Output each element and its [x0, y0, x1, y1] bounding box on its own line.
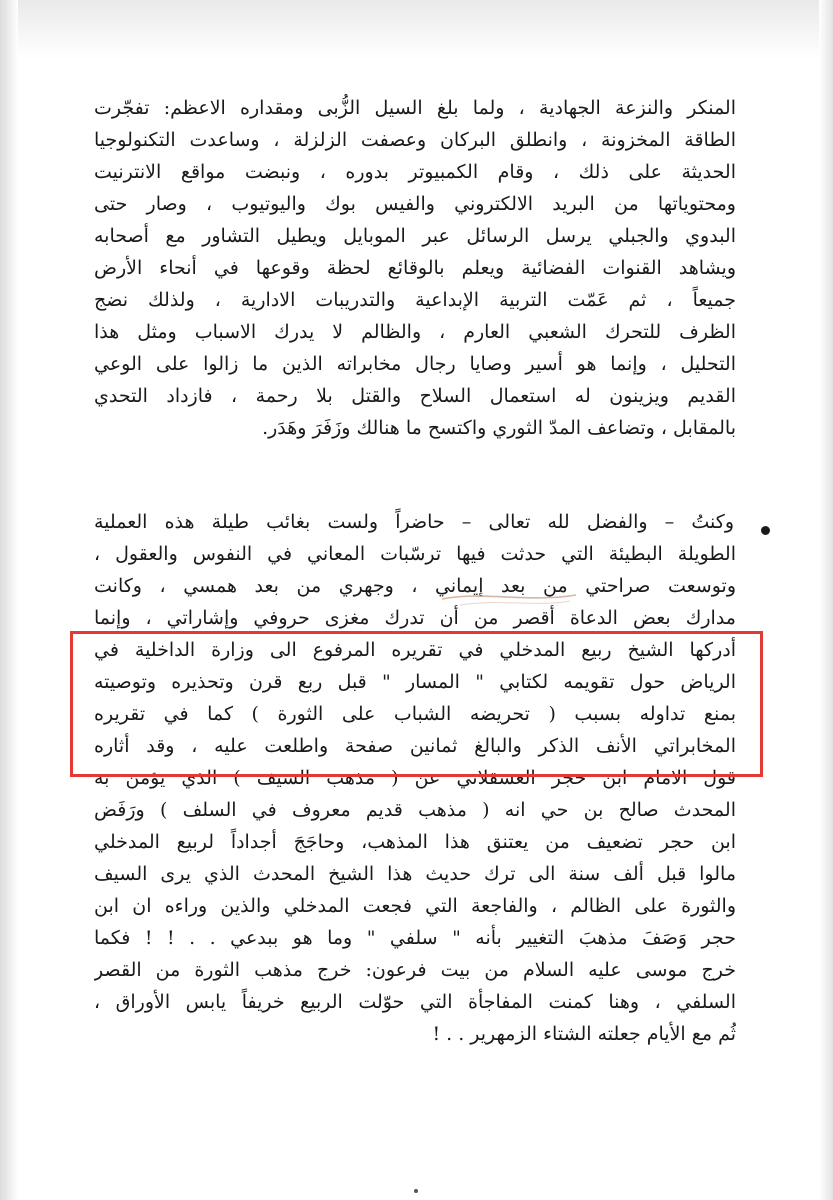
pen-underline-mark	[440, 585, 580, 609]
text-line: ويشاهد القنوات الفضائية ويعلم بالوقائع لحظة وقوعها في أنحاء الأرض	[94, 257, 736, 279]
text-line: بالمقابل ، وتضاعف المدّ الثوري واكتسح ما هنالك وزَفَرَ وهَدَر.	[262, 417, 736, 439]
text-line: ثُم مع الأيام جعلته الشتاء الزمهرير . . !	[432, 1023, 736, 1045]
page-top-shadow	[0, 0, 833, 60]
text-line: المخابراتي الأنف الذكر والبالغ ثمانين صفحة واطلعت عليه ، وقد أثاره	[94, 735, 736, 757]
text-line: بمنع تداوله بسبب ( تحريضه الشباب على الثورة ) كما في تقريره	[94, 703, 736, 725]
text-line: وتوسعت صراحتي من بعد إيماني ، وجهري من بعد همسي ، وكانت	[94, 575, 736, 597]
text-line: السلفي ، وهنا كمنت المفاجأة التي حوّلت الربيع خريفاً يابس الأوراق ،	[94, 991, 736, 1013]
text-line: جميعاً ، ثم عَمّت التربية الإبداعية والتدريبات الادارية ، ولذلك نضج	[94, 289, 736, 311]
text-line: الطويلة البطيئة التي حدثت فيها ترسّبات المعاني في النفوس والعقول ،	[94, 543, 736, 565]
text-line: البدوي والجبلي يرسل الرسائل عبر الموبايل ويطيل التشاور مع أصحابه	[94, 225, 736, 247]
text-line: مدارك بعض الدعاة أقصر من أن تدرك مغزى حروفي وإشاراتي ، وإنما	[94, 607, 736, 629]
text-line: قول الامام ابن حجر العسقلاني عن ( مذهب السيف ) الذي يؤمن به	[94, 767, 736, 789]
text-line: التحليل ، وإنما هو أسير وصايا رجال مخابراته الذين ما زالوا على الوعي	[94, 353, 736, 375]
text-line: ومحتوياتها من البريد الالكتروني والفيس بوك واليوتيوب ، وصار حتى	[94, 193, 736, 215]
text-line: المحدث صالح بن حي انه ( مذهب قديم معروف في السلف ) ورَفَض	[94, 799, 736, 821]
page-right-shadow	[819, 0, 833, 1200]
text-line: المنكر والنزعة الجهادية ، ولما بلغ السيل الزُّبى ومقداره الاعظم: تفجّرت	[94, 97, 736, 119]
page-left-shadow	[0, 0, 18, 1200]
page-mark	[414, 1189, 418, 1193]
bullet-dot	[761, 526, 770, 535]
text-line: ابن حجر تضعيف من يعتنق هذا المذهب، وحاجَجَ أجداداً لربيع المدخلي	[94, 831, 736, 853]
text-line: الرياض حول تقويمه لكتابي " المسار " قبل ربع قرن وتحذيره وتوصيته	[94, 671, 736, 693]
text-line: حجر وَصَفَ مذهبَ التغيير بأنه " سلفي " وما هو ببدعي . . ! ! فكما	[94, 927, 736, 949]
text-line: أدركها الشيخ ربيع المدخلي في تقريره المرفوع الى وزارة الداخلية في	[94, 639, 736, 661]
text-line: الطاقة المخزونة ، وانطلق البركان وعصفت الزلزلة ، وساعدت التكنولوجيا	[94, 129, 736, 151]
highlight-box	[70, 631, 763, 777]
text-line: الظرف للتحرك الشعبي العارم ، والظالم لا يدرك الاسباب ومثل هذا	[94, 321, 736, 343]
text-line: الحديثة على ذلك ، وقام الكمبيوتر بدوره ، ونبضت مواقع الانترنيت	[94, 161, 736, 183]
text-line: مالوا قبل ألف سنة الى ترك حديث هذا الشيخ المحدث الذي يرى السيف	[94, 863, 736, 885]
text-line: خرج موسى عليه السلام من بيت فرعون: خرج مذهب الثورة من القصر	[94, 959, 736, 981]
text-line: والثورة على الظالم ، والفاجعة التي فجعت المدخلي والذين وراءه ان ابن	[94, 895, 736, 917]
text-line: القديم ويزينون له استعمال السلاح والقتل بلا رحمة ، فازداد التحدي	[94, 385, 736, 407]
text-line: وكنتُ – والفضل لله تعالى – حاضراً ولست بغائب طيلة هذه العملية	[94, 511, 734, 533]
